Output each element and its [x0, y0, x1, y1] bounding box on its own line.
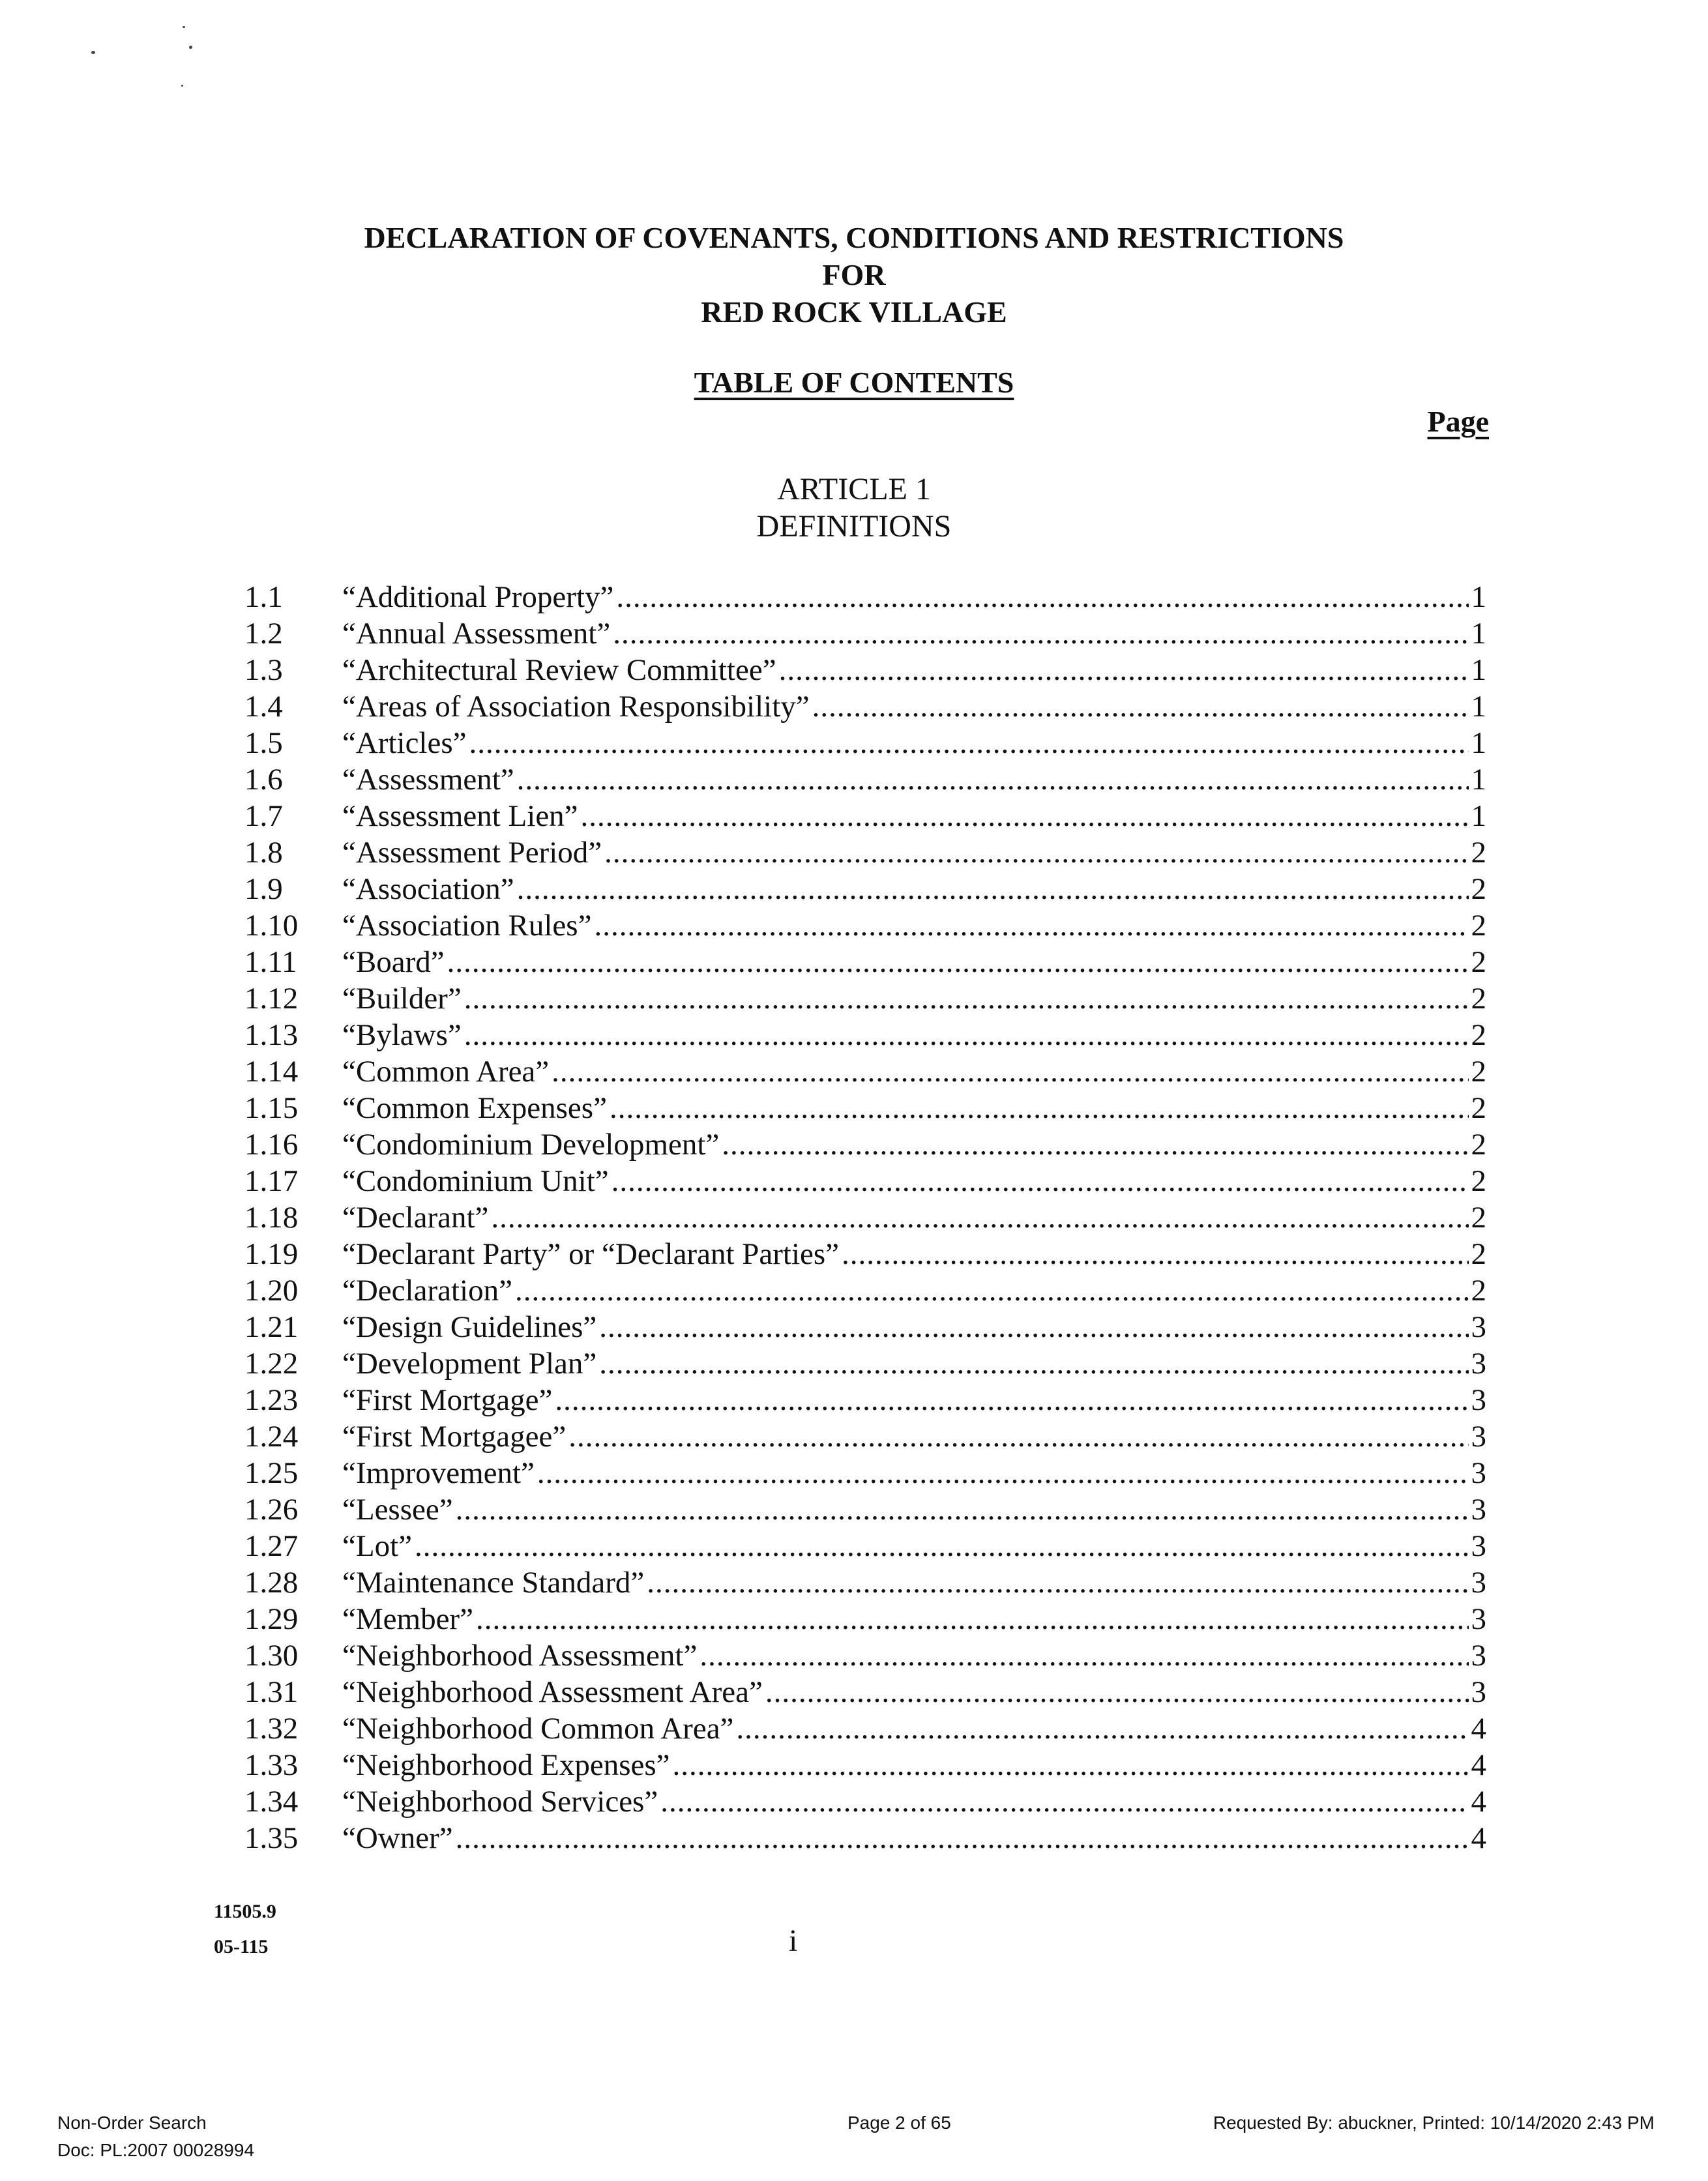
toc-entry[interactable]: [244, 761, 1486, 798]
toc-entry-title: “Association Rules”: [342, 909, 592, 943]
footer-doc-id: Doc: PL:2007 00028994: [57, 2140, 255, 2160]
toc-entry-title: “Maintenance Standard”: [342, 1566, 645, 1600]
toc-entry-number: 1.16: [244, 1128, 299, 1162]
toc-entry-page: 3: [1471, 1529, 1486, 1563]
toc-entry[interactable]: [244, 725, 1486, 761]
toc-entry[interactable]: [244, 1674, 1486, 1710]
toc-entry-title: “Neighborhood Common Area”: [342, 1712, 734, 1746]
toc-entry[interactable]: [244, 1309, 1486, 1345]
toc-entry[interactable]: [244, 907, 1486, 944]
toc-entry-title: “Common Area”: [342, 1055, 550, 1089]
document-title: [0, 219, 1708, 330]
toc-entry-title: “Bylaws”: [342, 1018, 462, 1052]
toc-entry-number: 1.19: [244, 1237, 299, 1271]
dot-leader: [555, 1382, 1468, 1418]
toc-entry-page: 4: [1471, 1785, 1486, 1819]
toc-entry-number: 1.7: [244, 799, 283, 833]
toc-entry[interactable]: [244, 1017, 1486, 1053]
toc-entry-number: 1.34: [244, 1785, 299, 1819]
toc-entry-number: 1.15: [244, 1091, 299, 1125]
dot-leader: [491, 1199, 1468, 1236]
article-heading: [0, 471, 1708, 545]
toc-entry-page: 1: [1471, 726, 1486, 760]
footer-left: [57, 2109, 254, 2164]
toc-entry-page: 3: [1471, 1566, 1486, 1600]
document-codes: [214, 1894, 276, 1965]
toc-entry-page: 3: [1471, 1456, 1486, 1490]
toc-entry-page: 3: [1471, 1420, 1486, 1454]
toc-entry[interactable]: [244, 1090, 1486, 1126]
toc-entry-number: 1.33: [244, 1748, 299, 1782]
toc-entry[interactable]: [244, 1236, 1486, 1272]
toc-entry-number: 1.17: [244, 1164, 299, 1198]
article-number: ARTICLE 1: [777, 472, 931, 506]
toc-entry[interactable]: [244, 1637, 1486, 1674]
toc-entry-title: “Declaration”: [342, 1274, 512, 1308]
toc-entry-page: 2: [1471, 1274, 1486, 1308]
toc-entry[interactable]: [244, 1601, 1486, 1637]
toc-entry-title: “Lot”: [342, 1529, 412, 1563]
toc-entry-page: 1: [1471, 690, 1486, 724]
toc-entry-number: 1.26: [244, 1493, 299, 1527]
toc-entry[interactable]: [244, 1345, 1486, 1382]
toc-entry[interactable]: [244, 1418, 1486, 1455]
toc-entry-title: “Common Expenses”: [342, 1091, 607, 1125]
dot-leader: [722, 1126, 1468, 1163]
toc-entry-page: 4: [1471, 1748, 1486, 1782]
toc-entry[interactable]: [244, 1199, 1486, 1236]
dot-leader: [581, 798, 1469, 834]
toc-entry-number: 1.32: [244, 1712, 299, 1746]
page-number: i: [789, 1924, 798, 1958]
toc-entry-title: “Development Plan”: [342, 1347, 597, 1381]
dot-leader: [517, 761, 1469, 798]
title-line-2: FOR: [822, 258, 886, 291]
dot-leader: [699, 1637, 1468, 1674]
toc-entry-number: 1.29: [244, 1602, 299, 1636]
toc-entry-number: 1.21: [244, 1310, 299, 1344]
footer-requested-by: Requested By: abuckner, Printed: 10/14/2020 2:43 PM: [1213, 2113, 1655, 2133]
toc-entry-number: 1.20: [244, 1274, 299, 1308]
toc-entry[interactable]: [244, 1783, 1486, 1820]
toc-entry-page: 1: [1471, 763, 1486, 797]
toc-entry[interactable]: [244, 1126, 1486, 1163]
toc-entry-page: 2: [1471, 1018, 1486, 1052]
dot-leader: [673, 1747, 1469, 1783]
toc-entry-page: 1: [1471, 580, 1486, 614]
toc-entry-title: “Assessment Lien”: [342, 799, 578, 833]
toc-entry[interactable]: [244, 688, 1486, 725]
toc-entry-page: 3: [1471, 1675, 1486, 1709]
article-name: DEFINITIONS: [756, 509, 952, 544]
toc-entry-page: 2: [1471, 1164, 1486, 1198]
toc-entry-number: 1.8: [244, 836, 283, 870]
toc-entry-number: 1.31: [244, 1675, 299, 1709]
toc-entry-title: “Declarant Party” or “Declarant Parties”: [342, 1237, 840, 1271]
toc-entry-number: 1.14: [244, 1055, 299, 1089]
dot-leader: [464, 1017, 1469, 1053]
toc-entry-number: 1.1: [244, 580, 283, 614]
dot-leader: [616, 579, 1468, 615]
toc-heading-text: TABLE OF CONTENTS: [694, 366, 1014, 399]
toc-entry-title: “Neighborhood Assessment”: [342, 1639, 698, 1673]
toc-entry-page: 3: [1471, 1347, 1486, 1381]
toc-entry[interactable]: [244, 1053, 1486, 1090]
toc-entry-title: “Assessment Period”: [342, 836, 602, 870]
dot-leader: [812, 688, 1469, 725]
toc-entry-number: 1.13: [244, 1018, 299, 1052]
toc-entry-title: “Condominium Development”: [342, 1128, 720, 1162]
toc-entry-page: 3: [1471, 1310, 1486, 1344]
toc-entry[interactable]: [244, 1272, 1486, 1309]
page-column-label: Page: [1427, 405, 1489, 438]
toc-entry-number: 1.23: [244, 1383, 299, 1417]
toc-entry[interactable]: [244, 579, 1486, 615]
toc-entry-page: 2: [1471, 836, 1486, 870]
toc-entry-page: 1: [1471, 799, 1486, 833]
toc-entry-title: “Annual Assessment”: [342, 617, 611, 651]
toc-entry-number: 1.18: [244, 1201, 299, 1235]
toc-entry-page: 4: [1471, 1821, 1486, 1855]
toc-entry[interactable]: [244, 1564, 1486, 1601]
toc-entry[interactable]: [244, 615, 1486, 652]
dot-leader: [765, 1674, 1469, 1710]
dot-leader: [537, 1455, 1469, 1491]
doc-code-2: 05-115: [214, 1936, 269, 1957]
toc-entry-page: 3: [1471, 1602, 1486, 1636]
toc-entry-number: 1.22: [244, 1347, 299, 1381]
toc-entry-page: 2: [1471, 1128, 1486, 1162]
scan-speck: [183, 26, 185, 28]
dot-leader: [447, 944, 1469, 980]
footer-page-count: Page 2 of 65: [847, 2113, 951, 2133]
toc-entry-title: “Articles”: [342, 726, 467, 760]
toc-entry-page: 3: [1471, 1493, 1486, 1527]
toc-entry[interactable]: [244, 798, 1486, 834]
dot-leader: [779, 652, 1469, 688]
toc-entry-number: 1.4: [244, 690, 283, 724]
scan-speck: [181, 85, 183, 87]
toc-entry-number: 1.35: [244, 1821, 299, 1855]
toc-entry[interactable]: [244, 652, 1486, 688]
doc-code-1: 11505.9: [214, 1901, 276, 1922]
dot-leader: [610, 1090, 1469, 1126]
toc-entry-title: “Owner”: [342, 1821, 453, 1855]
toc-entry[interactable]: [244, 871, 1486, 907]
toc-entry-number: 1.3: [244, 653, 283, 687]
dot-leader: [517, 871, 1469, 907]
dot-leader: [660, 1783, 1468, 1820]
toc-entry[interactable]: [244, 944, 1486, 980]
toc-entry-number: 1.12: [244, 982, 299, 1016]
toc-entry-title: “Member”: [342, 1602, 473, 1636]
toc-entry-page: 2: [1471, 1201, 1486, 1235]
toc-entry[interactable]: [244, 1747, 1486, 1783]
toc-entry[interactable]: [244, 1455, 1486, 1491]
dot-leader: [842, 1236, 1468, 1272]
toc-entry-number: 1.27: [244, 1529, 299, 1563]
toc-entry-title: “Declarant”: [342, 1201, 489, 1235]
toc-entry-page: 2: [1471, 945, 1486, 979]
toc-entry[interactable]: [244, 980, 1486, 1017]
toc-heading: [0, 365, 1708, 400]
dot-leader: [736, 1710, 1468, 1747]
toc-entry-page: 2: [1471, 1091, 1486, 1125]
dot-leader: [415, 1528, 1469, 1564]
toc-entry[interactable]: [244, 1710, 1486, 1747]
toc-entry[interactable]: [244, 1528, 1486, 1564]
dot-leader: [594, 907, 1468, 944]
dot-leader: [613, 615, 1468, 652]
dot-leader: [599, 1345, 1468, 1382]
toc-entry-title: “Neighborhood Services”: [342, 1785, 658, 1819]
toc-entry-number: 1.11: [244, 945, 297, 979]
footer-search-type: Non-Order Search: [57, 2113, 207, 2133]
toc-entry-title: “Additional Property”: [342, 580, 614, 614]
toc-entry-number: 1.5: [244, 726, 283, 760]
dot-leader: [456, 1820, 1469, 1856]
toc-entry-page: 1: [1471, 617, 1486, 651]
toc-entry-number: 1.10: [244, 909, 299, 943]
toc-entry-title: “Areas of Association Responsibility”: [342, 690, 810, 724]
toc-entry-title: “Builder”: [342, 982, 462, 1016]
toc-entry-page: 2: [1471, 1237, 1486, 1271]
toc-entry-title: “First Mortgagee”: [342, 1420, 567, 1454]
toc-entry[interactable]: [244, 834, 1486, 871]
title-line-3: RED ROCK VILLAGE: [701, 295, 1007, 329]
toc-entry-title: “Neighborhood Assessment Area”: [342, 1675, 763, 1709]
toc-entry-title: “Design Guidelines”: [342, 1310, 597, 1344]
toc-entry-number: 1.9: [244, 872, 283, 906]
toc-entry-page: 2: [1471, 1055, 1486, 1089]
toc-entry-title: “Board”: [342, 945, 445, 979]
scan-speck: [189, 46, 192, 49]
dot-leader: [476, 1601, 1469, 1637]
toc-entry-number: 1.25: [244, 1456, 299, 1490]
dot-leader: [568, 1418, 1468, 1455]
toc-entry-title: “Architectural Review Committee”: [342, 653, 776, 687]
toc-entry[interactable]: [244, 1491, 1486, 1528]
dot-leader: [456, 1491, 1469, 1528]
dot-leader: [469, 725, 1469, 761]
toc-list: [244, 579, 1486, 1856]
toc-entry-number: 1.28: [244, 1566, 299, 1600]
dot-leader: [515, 1272, 1469, 1309]
toc-entry-title: “First Mortgage”: [342, 1383, 553, 1417]
toc-entry-title: “Condominium Unit”: [342, 1164, 609, 1198]
toc-entry-page: 2: [1471, 982, 1486, 1016]
toc-entry-number: 1.24: [244, 1420, 299, 1454]
toc-entry-page: 3: [1471, 1383, 1486, 1417]
dot-leader: [604, 834, 1468, 871]
toc-entry-number: 1.30: [244, 1639, 299, 1673]
toc-entry-number: 1.6: [244, 763, 283, 797]
toc-entry[interactable]: [244, 1820, 1486, 1856]
toc-entry-page: 2: [1471, 909, 1486, 943]
toc-entry-number: 1.2: [244, 617, 283, 651]
dot-leader: [611, 1163, 1469, 1199]
toc-entry-page: 3: [1471, 1639, 1486, 1673]
dot-leader: [464, 980, 1469, 1017]
dot-leader: [599, 1309, 1468, 1345]
dot-leader: [647, 1564, 1468, 1601]
toc-entry[interactable]: [244, 1382, 1486, 1418]
scan-speck: [91, 51, 95, 54]
toc-entry-page: 1: [1471, 653, 1486, 687]
toc-entry-page: 4: [1471, 1712, 1486, 1746]
toc-entry-page: 2: [1471, 872, 1486, 906]
title-line-1: DECLARATION OF COVENANTS, CONDITIONS AND RESTRICTIONS: [364, 221, 1344, 254]
toc-entry-title: “Improvement”: [342, 1456, 535, 1490]
toc-entry-title: “Lessee”: [342, 1493, 453, 1527]
dot-leader: [552, 1053, 1468, 1090]
toc-entry-title: “Neighborhood Expenses”: [342, 1748, 670, 1782]
toc-entry-title: “Assessment”: [342, 763, 514, 797]
toc-entry-title: “Association”: [342, 872, 514, 906]
toc-entry[interactable]: [244, 1163, 1486, 1199]
